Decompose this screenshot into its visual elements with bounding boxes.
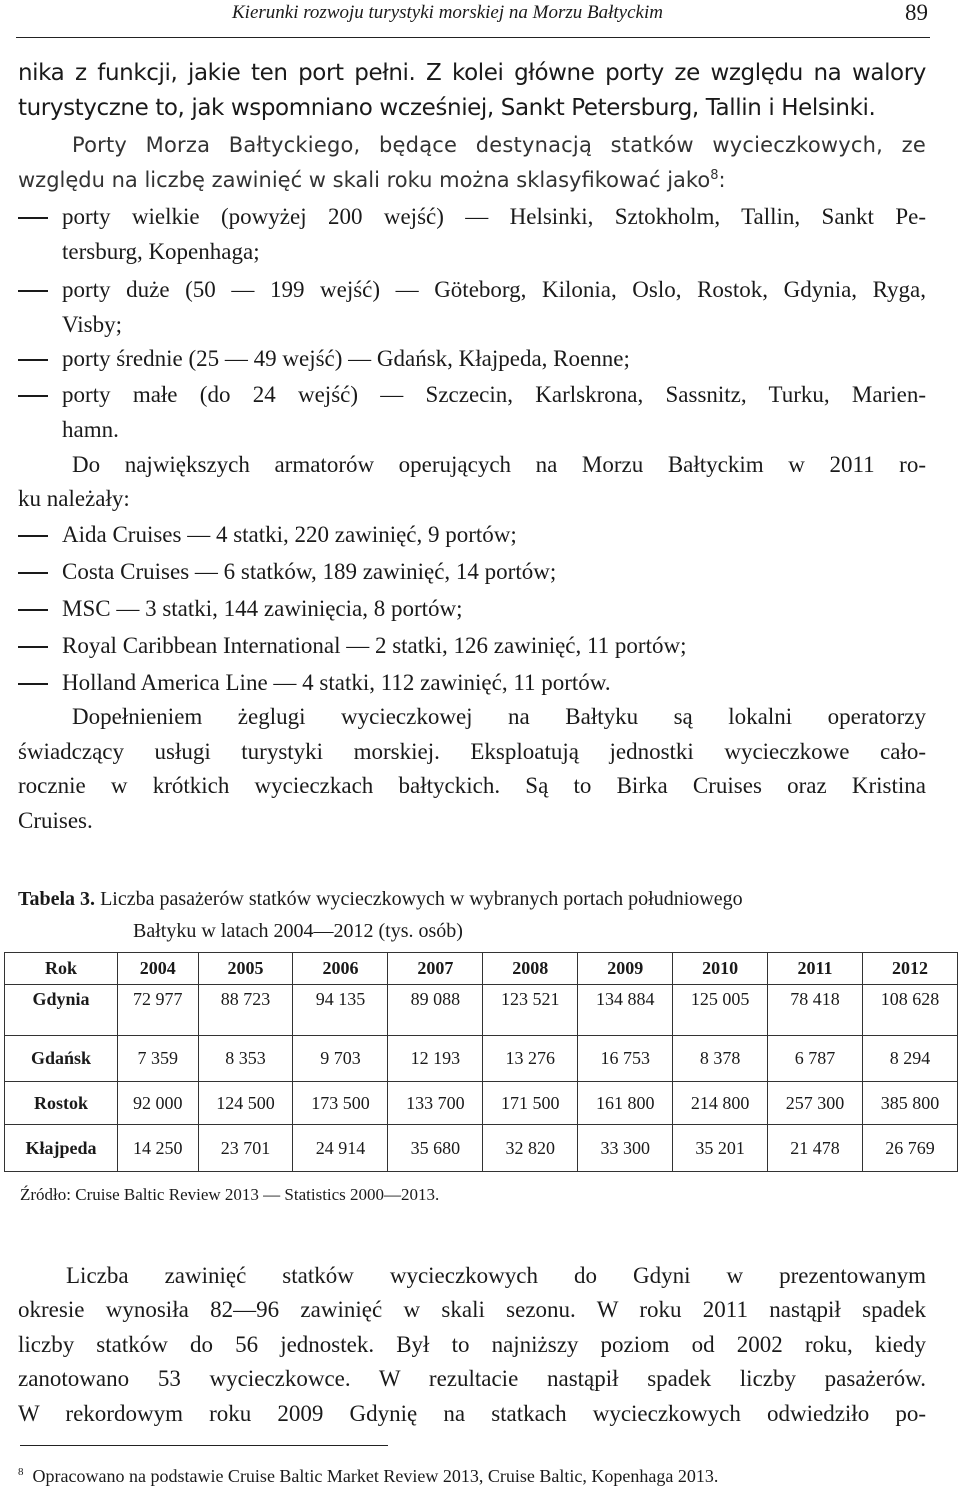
- dash-bullet: [18, 395, 48, 397]
- list-item-text: Aida Cruises — 4 statki, 220 zawinięć, 9 portów;: [62, 522, 517, 547]
- dash-bullet: [18, 609, 48, 611]
- footnote-reference: 8: [710, 168, 719, 183]
- paragraph-line: Do największych armatorów operujących na Morzu Bałtyckim w 2011 ro-: [72, 452, 926, 477]
- table-cell: 88 723: [198, 985, 293, 1036]
- table-cell: 14 250: [118, 1125, 199, 1172]
- table-cell: 13 276: [483, 1036, 578, 1082]
- table-cell: 173 500: [293, 1082, 388, 1125]
- table-cell: 12 193: [388, 1036, 483, 1082]
- table-cell: 123 521: [483, 985, 578, 1036]
- column-header: 2010: [673, 953, 768, 985]
- dash-bullet: [18, 535, 48, 537]
- list-item-text: porty wielkie (powyżej 200 wejść) — Helsinki, Sztokholm, Tallin, Sankt Pe-: [62, 204, 926, 229]
- table-cell: 16 753: [578, 1036, 673, 1082]
- list-item-text: Costa Cruises — 6 statków, 189 zawinięć, 14 portów;: [62, 559, 557, 584]
- table-source: Źródło: Cruise Baltic Review 2013 — Statistics 2000—2013.: [20, 1185, 440, 1204]
- table-cell: 92 000: [118, 1082, 199, 1125]
- footnote-mark: 8: [18, 1466, 24, 1478]
- paragraph-line: liczby statków do 56 jednostek. Był to najniższy poziom od 2002 roku, kiedy: [18, 1332, 926, 1357]
- table-cell: 214 800: [673, 1082, 768, 1125]
- list-item-text: Visby;: [62, 312, 122, 337]
- list-item-text: Holland America Line — 4 statki, 112 zawinięć, 11 portów.: [62, 670, 611, 695]
- table-cell: 134 884: [578, 985, 673, 1036]
- list-item: [18, 666, 926, 701]
- table-cell: 72 977: [118, 985, 199, 1036]
- list-item: [18, 518, 926, 553]
- dash-bullet: [18, 217, 48, 219]
- list-item-text: porty średnie (25 — 49 wejść) — Gdańsk, Kłajpeda, Roenne;: [62, 346, 630, 371]
- paragraph-line: turystyczne to, jak wspomniano wcześniej, Sankt Petersburg, Tallin i Helsinki.: [18, 95, 876, 121]
- dash-bullet: [18, 290, 48, 292]
- table-cell: 8 378: [673, 1036, 768, 1082]
- paragraph-line: nika z funkcji, jakie ten port pełni. Z kolei główne porty ze względu na walory: [18, 60, 926, 86]
- table-cell: 161 800: [578, 1082, 673, 1125]
- caption-text: Liczba pasażerów statków wycieczkowych w wybranych portach południowego: [95, 888, 743, 910]
- table-cell: 33 300: [578, 1125, 673, 1172]
- table-cell: 23 701: [198, 1125, 293, 1172]
- table-cell: 21 478: [768, 1125, 863, 1172]
- paragraph-line: zanotowano 53 wycieczkowce. W rezultacie nastąpił spadek liczby pasażerów.: [18, 1366, 926, 1391]
- column-header: 2011: [768, 953, 863, 985]
- row-label: Gdynia: [5, 985, 118, 1036]
- paragraph-line: świadczący usługi turystyki morskiej. Eksploatują jednostki wycieczkowe cało-: [18, 739, 926, 764]
- table-cell: 26 769: [863, 1125, 958, 1172]
- caption-text: Bałtyku w latach 2004—2012 (tys. osób): [133, 920, 463, 942]
- paragraph-line: rocznie w krótkich wycieczkach bałtyckich. Są to Birka Cruises oraz Kristina: [18, 773, 926, 798]
- table-cell: 89 088: [388, 985, 483, 1036]
- paragraph-line: Dopełnieniem żeglugi wycieczkowej na Bałtyku są lokalni operatorzy: [72, 704, 926, 729]
- list-item: [18, 200, 926, 270]
- footnote-text: Opracowano na podstawie Cruise Baltic Market Review 2013, Cruise Baltic, Kopenhaga 2013.: [32, 1466, 719, 1486]
- column-header: 2006: [293, 953, 388, 985]
- table-cell: 7 359: [118, 1036, 199, 1082]
- table-row: [5, 1125, 958, 1172]
- list-item: [18, 629, 926, 664]
- table-cell: 385 800: [863, 1082, 958, 1125]
- row-label: Kłajpeda: [5, 1125, 118, 1172]
- list-item-text: porty duże (50 — 199 wejść) — Göteborg, Kilonia, Oslo, Rostok, Gdynia, Ryga,: [62, 277, 926, 302]
- paragraph-text: względu na liczbę zawinięć w skali roku można sklasyfikować jako: [18, 168, 711, 192]
- table-cell: 94 135: [293, 985, 388, 1036]
- list-item: [18, 592, 926, 627]
- row-label: Rostok: [5, 1082, 118, 1125]
- table-header-row: [5, 953, 958, 985]
- table-cell: 124 500: [198, 1082, 293, 1125]
- paragraph-line: Liczba zawinięć statków wycieczkowych do Gdyni w prezentowanym: [66, 1263, 926, 1288]
- table-cell: 35 201: [673, 1125, 768, 1172]
- table-caption: [18, 883, 743, 947]
- table-cell: 8 294: [863, 1036, 958, 1082]
- column-header: 2008: [483, 953, 578, 985]
- table-cell: 6 787: [768, 1036, 863, 1082]
- list-item-text: Royal Caribbean International — 2 statki, 126 zawinięć, 11 portów;: [62, 633, 687, 658]
- column-header: 2004: [118, 953, 199, 985]
- footnote: [18, 1466, 718, 1487]
- list-item: [18, 555, 926, 590]
- dash-bullet: [18, 572, 48, 574]
- dash-bullet: [18, 683, 48, 685]
- paragraph-line: Cruises.: [18, 808, 93, 833]
- list-item-text: tersburg, Kopenhaga;: [62, 239, 260, 264]
- table-cell: 133 700: [388, 1082, 483, 1125]
- table-cell: 35 680: [388, 1125, 483, 1172]
- column-header: 2005: [198, 953, 293, 985]
- table-cell: 78 418: [768, 985, 863, 1036]
- list-item: [18, 378, 926, 448]
- table-cell: 32 820: [483, 1125, 578, 1172]
- table-cell: 9 703: [293, 1036, 388, 1082]
- paragraph-line: ku należały:: [18, 486, 130, 511]
- table-row: [5, 1036, 958, 1082]
- header-rule: [16, 37, 930, 38]
- table-cell: 108 628: [863, 985, 958, 1036]
- passenger-table: [4, 952, 958, 1172]
- caption-label: Tabela 3.: [18, 888, 96, 910]
- paragraph-line: Porty Morza Bałtyckiego, będące destynacją statków wycieczkowych, ze: [72, 133, 926, 157]
- table-cell: 8 353: [198, 1036, 293, 1082]
- footnote-rule: [20, 1445, 388, 1446]
- dash-bullet: [18, 646, 48, 648]
- table-cell: 24 914: [293, 1125, 388, 1172]
- list-item: [18, 273, 926, 343]
- column-header: 2009: [578, 953, 673, 985]
- paragraph-line: okresie wynosiła 82—96 zawinięć w skali sezonu. W roku 2011 nastąpił spadek: [18, 1297, 926, 1322]
- list-item-text: hamn.: [62, 417, 119, 442]
- row-label: Gdańsk: [5, 1036, 118, 1082]
- table-cell: 171 500: [483, 1082, 578, 1125]
- list-item-text: porty małe (do 24 wejść) — Szczecin, Karlskrona, Sassnitz, Turku, Marien-: [62, 382, 926, 407]
- column-header: 2007: [388, 953, 483, 985]
- page-number: 89: [905, 0, 928, 25]
- paragraph-text: :: [718, 168, 726, 192]
- list-item-text: MSC — 3 statki, 144 zawinięcia, 8 portów;: [62, 596, 463, 621]
- table-row: [5, 985, 958, 1036]
- paragraph-line: W rekordowym roku 2009 Gdynię na statkach wycieczkowych odwiedziło po-: [18, 1401, 926, 1426]
- list-item: [18, 342, 926, 377]
- dash-bullet: [18, 359, 48, 361]
- column-header: Rok: [5, 953, 118, 985]
- table-cell: 257 300: [768, 1082, 863, 1125]
- paragraph-line: [18, 163, 926, 197]
- running-header: Kierunki rozwoju turystyki morskiej na Morzu Bałtyckim: [232, 2, 663, 23]
- column-header: 2012: [863, 953, 958, 985]
- table-row: [5, 1082, 958, 1125]
- table-cell: 125 005: [673, 985, 768, 1036]
